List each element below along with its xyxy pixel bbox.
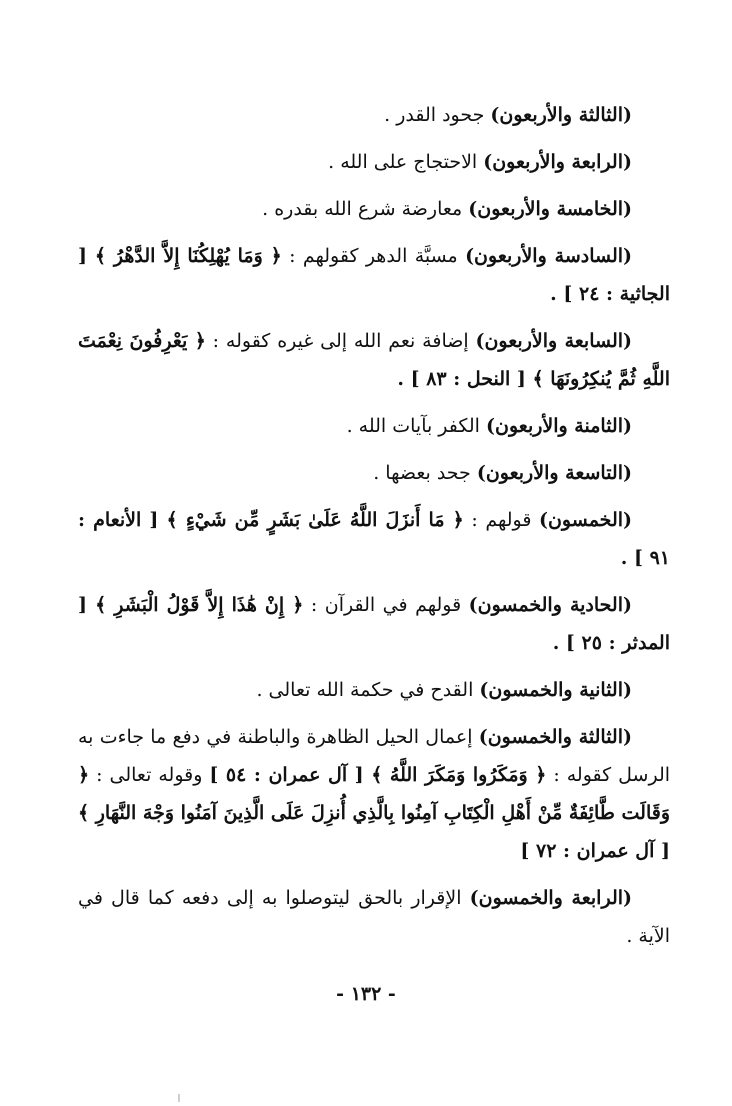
item-heading: (الرابعة والخمسون) (469, 887, 632, 909)
quran-reference: [ آل عمران : ٥٤ ] (209, 764, 372, 786)
item-heading: (التاسعة والأربعون) (476, 462, 632, 484)
paragraph-45 (78, 190, 670, 228)
paragraph-46 (78, 237, 670, 313)
quran-reference: [ الأنعام : ٩١ ] . (78, 509, 670, 569)
item-text: الكفر بآيات الله . (346, 415, 487, 437)
scan-mark (178, 1094, 180, 1102)
paragraph-50 (78, 501, 670, 577)
item-heading: (الخمسون) (538, 509, 632, 531)
item-heading: (السابعة والأربعون) (475, 330, 633, 352)
paragraph-44 (78, 143, 670, 181)
item-text: جحود القدر . (384, 104, 491, 126)
item-text: القدح في حكمة الله تعالى . (256, 679, 480, 701)
item-heading: (الثانية والخمسون) (479, 679, 632, 701)
paragraph-47 (78, 322, 670, 398)
item-text: الاحتجاج على الله . (328, 151, 484, 173)
item-heading: (الحادية والخمسون) (468, 594, 632, 616)
item-text: مسبَّة الدهر كقولهم : (281, 245, 466, 267)
paragraph-49 (78, 454, 670, 492)
quran-quote: ﴿ إِنْ هَٰذَا إِلاَّ قَوْلُ الْبَشَرِ ﴾ (95, 594, 304, 616)
paragraph-43 (78, 96, 670, 134)
page-number: - ١٣٢ - (336, 983, 396, 1005)
paragraph-54 (78, 879, 670, 955)
item-heading: (السادسة والأربعون) (465, 245, 632, 267)
paragraph-48 (78, 407, 670, 445)
quran-quote: ﴿ مَا أَنزَلَ اللَّهُ عَلَىٰ بَشَرٍ مِّن شَيْءٍ ﴾ (166, 509, 464, 531)
item-text: قولهم : (463, 509, 539, 531)
quran-quote: ﴿ يَعْرِفُونَ نِعْمَتَ اللَّهِ ثُمَّ يُنكِرُونَهَا ﴾ (78, 330, 670, 390)
item-text: جحد بعضها . (373, 462, 477, 484)
item-text: معارضة شرع الله بقدره . (262, 198, 469, 220)
quran-quote-second: ﴿ وَقَالَت طَّائِفَةٌ مِّنْ أَهْلِ الْكِتَابِ آمِنُوا بِالَّذِي أُنزِلَ عَلَى الَّذِينَ آمَنُوا وَجْهَ النَّهَارِ ﴾ (78, 764, 670, 824)
item-text: إعمال الحيل الظاهرة والباطنة في دفع ما جاءت به الرسل كقوله : (78, 726, 671, 786)
item-heading: (الثالثة والخمسون) (478, 726, 632, 748)
quran-quote: ﴿ وَمَكَرُوا وَمَكَرَ اللَّهُ ﴾ (371, 764, 547, 786)
item-heading: (الرابعة والأربعون) (483, 151, 632, 173)
item-text: قولهم في القرآن : (303, 594, 469, 616)
item-text: الإقرار بالحق ليتوصلوا به إلى دفعه كما قال في الآية . (78, 887, 670, 947)
item-text: إضافة نعم الله إلى غيره كقوله : (205, 330, 476, 352)
item-heading: (الثالثة والأربعون) (490, 104, 632, 126)
quran-reference: [ النحل : ٨٣ ] . (397, 368, 533, 390)
quran-quote: ﴿ وَمَا يُهْلِكُنَا إِلاَّ الدَّهْرُ ﴾ (94, 245, 282, 267)
quran-reference: [ الجاثية : ٢٤ ] . (78, 245, 670, 305)
item-heading: (الثامنة والأربعون) (486, 415, 632, 437)
quran-reference-second: [ آل عمران : ٧٢ ] (520, 840, 670, 862)
paragraph-51 (78, 586, 670, 662)
item-text-continued: وقوله تعالى : (89, 764, 210, 786)
item-heading: (الخامسة والأربعون) (468, 198, 632, 220)
paragraph-52 (78, 671, 670, 709)
page-body (78, 96, 670, 964)
paragraph-53 (78, 718, 670, 870)
quran-reference: [ المدثر : ٢٥ ] . (78, 594, 670, 654)
